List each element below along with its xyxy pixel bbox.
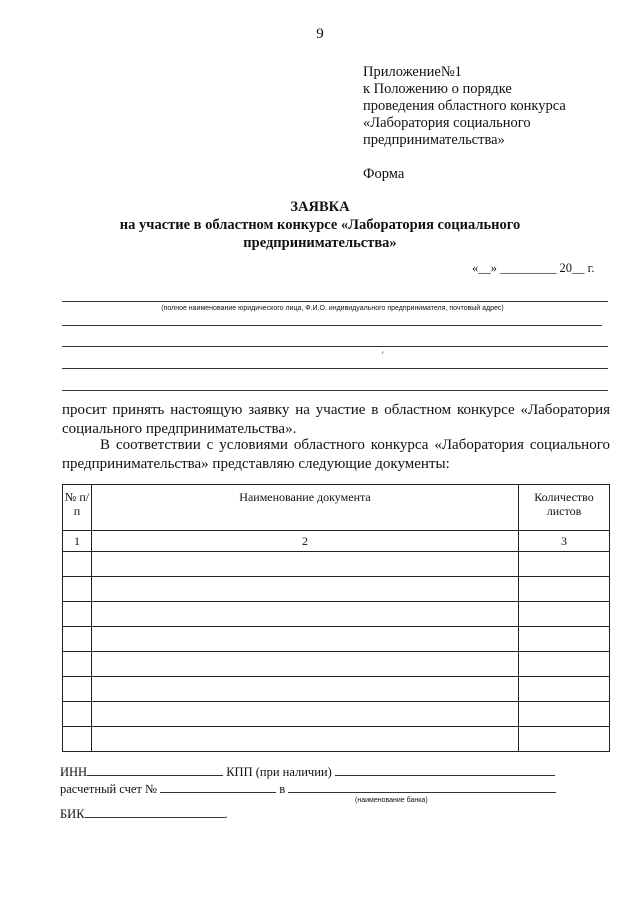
inn-kpp-line xyxy=(60,764,555,780)
table-row xyxy=(63,627,610,652)
column-number: 2 xyxy=(92,531,519,552)
bank-caption: (наименование банка) xyxy=(355,797,428,804)
applicant-line[interactable] xyxy=(62,346,608,347)
table-number-row xyxy=(63,531,610,552)
applicant-caption: (полное наименование юридического лица, Ф.И.О. индивидуального предпринимателя, почтовый адрес) xyxy=(161,305,504,312)
appendix-line: Приложение№1 xyxy=(363,64,462,80)
table-cell[interactable] xyxy=(63,677,92,702)
header-sheet-count: Количество листов xyxy=(519,485,610,531)
table-cell[interactable] xyxy=(519,677,610,702)
appendix-line: к Положению о порядке xyxy=(363,81,512,97)
table-cell[interactable] xyxy=(519,702,610,727)
stray-mark: ′ xyxy=(382,350,384,360)
kpp-field[interactable] xyxy=(335,764,555,776)
bik-line xyxy=(60,806,228,822)
page-number: 9 xyxy=(316,26,324,42)
table-cell[interactable] xyxy=(63,577,92,602)
table-cell[interactable] xyxy=(92,677,519,702)
table-cell[interactable] xyxy=(63,627,92,652)
applicant-line[interactable] xyxy=(62,325,602,326)
table-row xyxy=(63,677,610,702)
date-line: «__» _________ 20__ г. xyxy=(472,261,595,275)
request-paragraph: просит принять настоящую заявку на участие в областном конкурсе «Лаборатория социального предпринимательства». xyxy=(62,402,610,437)
bik-field[interactable] xyxy=(85,806,225,818)
bik-end: . xyxy=(224,807,228,821)
table-row xyxy=(63,727,610,752)
table-cell[interactable] xyxy=(519,727,610,752)
column-number: 3 xyxy=(519,531,610,552)
column-number: 1 xyxy=(63,531,92,552)
applicant-line[interactable] xyxy=(62,368,608,369)
table-header-row xyxy=(63,485,610,531)
table-cell[interactable] xyxy=(519,602,610,627)
table-row xyxy=(63,652,610,677)
appendix-line: предпринимательства» xyxy=(363,132,505,148)
account-field[interactable] xyxy=(160,781,276,793)
form-label: Форма xyxy=(363,166,405,182)
table-row xyxy=(63,552,610,577)
applicant-line[interactable] xyxy=(62,390,608,391)
appendix-line: проведения областного конкурса xyxy=(363,98,566,114)
inn-field[interactable] xyxy=(87,764,223,776)
inn-label: ИНН xyxy=(60,765,88,779)
bank-field[interactable] xyxy=(288,781,556,793)
table-row xyxy=(63,602,610,627)
table-cell[interactable] xyxy=(92,727,519,752)
table-row xyxy=(63,702,610,727)
documents-paragraph: В соответствии с условиями областного конкурса «Лаборатория социального предпринимательства» представляю следующие документы: xyxy=(62,437,610,472)
table-row xyxy=(63,577,610,602)
table-cell[interactable] xyxy=(92,702,519,727)
appendix-line: «Лаборатория социального xyxy=(363,115,531,131)
table-cell[interactable] xyxy=(519,652,610,677)
table-cell[interactable] xyxy=(92,577,519,602)
table-cell[interactable] xyxy=(519,552,610,577)
bik-label: БИК xyxy=(60,807,85,821)
table-cell[interactable] xyxy=(92,627,519,652)
bank-in-label: в xyxy=(279,782,286,796)
table-cell[interactable] xyxy=(63,602,92,627)
header-document-name: Наименование документа xyxy=(92,485,519,531)
table-cell[interactable] xyxy=(92,652,519,677)
title-line: предпринимательства» xyxy=(243,235,397,251)
title-heading: ЗАЯВКА xyxy=(290,199,350,215)
table-cell[interactable] xyxy=(92,602,519,627)
header-number: № п/п xyxy=(63,485,92,531)
table-cell[interactable] xyxy=(519,577,610,602)
account-label: расчетный счет № xyxy=(60,782,157,796)
appendix-block xyxy=(363,64,566,149)
table-cell[interactable] xyxy=(63,727,92,752)
account-line xyxy=(60,781,556,797)
table-cell[interactable] xyxy=(63,652,92,677)
documents-table xyxy=(62,484,610,752)
document-title xyxy=(0,198,640,252)
table-cell[interactable] xyxy=(92,552,519,577)
title-line: на участие в областном конкурсе «Лаборатория социального xyxy=(119,217,521,233)
kpp-label: КПП (при наличии) xyxy=(226,765,332,779)
table-cell[interactable] xyxy=(63,552,92,577)
table-cell[interactable] xyxy=(63,702,92,727)
applicant-name-line[interactable] xyxy=(62,301,608,302)
table-cell[interactable] xyxy=(519,627,610,652)
